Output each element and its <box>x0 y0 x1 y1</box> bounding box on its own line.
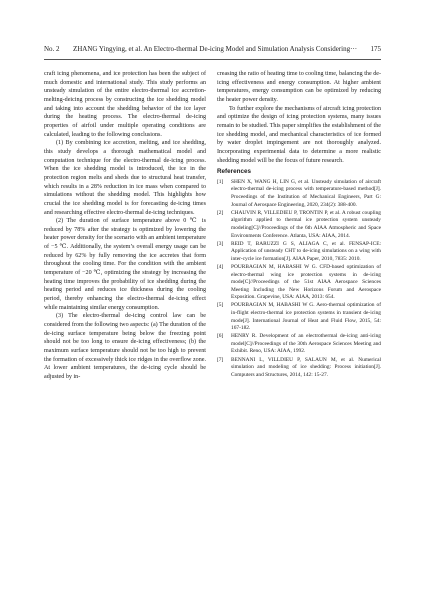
reference-item <box>217 333 381 356</box>
reference-text: CHAUVIN R, VILLEDIEU P, TRONTIN P, et al. A robust coupling algorithm applied to thermal ice protection system unsteady modeling[C]//Proceedings of the 6th AIAA Atmospheric and Space Environments Conference. Atlanta, USA: AIAA, 2014. <box>231 209 381 239</box>
issue-number: No. 2 <box>44 45 60 53</box>
running-title: ZHANG Yingying, et al. An Electro-thermal De-icing Model and Simulation Analysis Considering··· <box>72 45 358 53</box>
reference-item <box>217 210 381 240</box>
reference-item <box>217 264 381 302</box>
header-rule <box>44 59 381 60</box>
reference-item <box>217 179 381 209</box>
reference-text: REID T, BARUZZI G S, ALIAGA C, et al. FENSAP-ICE: Application of unsteady CHT to de-icing simulations on a wing with inter-cycle ice formation[J]. AIAA Paper, 2010, 7835: 2010. <box>231 240 381 262</box>
reference-number: [5] <box>217 302 224 309</box>
reference-number: [4] <box>217 263 224 270</box>
paragraph-conclusion-2: (2) The duration of surface temperature above 0 ℃ is reduced by 78% after the strategy is optimized by lowering the heater power density for the scenario with an ambient temperature of −5 ℃. Additionally, the system’s overall energy usage can be reduced by 62% by fully removing the ice accretes that form throughout the cooling time. For the condition with the ambient temperature of −20 ℃, optimizing the strategy by increasing the heating time improves the probability of ice shedding during the heating period and reduces ice thickness during the cooling period, thereby enhancing the electro-thermal de-icing effect while maintaining similar energy consumption. <box>44 218 206 311</box>
reference-number: [3] <box>217 240 224 247</box>
reference-text: POURBAGIAN M, HABASHI W G. CFD-based optimization of electro-thermal wing ice protection systems in de-icing mode[C]//Proceedings of the 51st AIAA Aerospace Sciences Meeting Including the New Horizons Forum and Aerospace Exposition. Grapevine, USA: AIAA, 2013: 654. <box>231 263 381 301</box>
paragraph-conclusion-1: (1) By combining ice accretion, melting, and ice shedding, this study develops a thorough mathematical model and computation technique for the electro-thermal de-icing process. When the ice shedding model is introduced, the ice in the protection region melts and sheds due to structural heat transfer, which results in a 28% reduction in ice mass when compared to simulations without the shedding model. This highlights how crucial the ice shedding model is for forecasting de-icing times and researching effective electro-thermal de-icing techniques. <box>44 140 206 216</box>
reference-number: [7] <box>217 356 224 363</box>
reference-text: POURBAGIAN M, HABASHI W G. Aero-thermal optimization of in-flight electro-thermal ice protection systems in transient de-icing mode[J]. International Journal of Heat and Fluid Flow, 2015, 54: 167-182. <box>231 302 381 332</box>
references-heading: References <box>217 168 251 176</box>
paragraph-continuation: creasing the ratio of heating time to cooling time, balancing the de-icing effectiveness and energy consumption. At higher ambient temperatures, energy consumption can be optimized by reducing the heater power density. <box>217 71 381 103</box>
reference-number: [2] <box>217 209 224 216</box>
reference-number: [1] <box>217 178 224 185</box>
reference-text: SHEN X, WANG H, LIN G, et al. Unsteady simulation of aircraft electro-thermal de-icing process with temperature-based method[J]. Proceedings of the Institution of Mechanical Engineers, Part G: Journal of Aerospace Engineering, 2020, 234(2): 388-400. <box>231 178 381 208</box>
right-column <box>217 70 381 380</box>
paragraph-conclusion-3: (3) The electro-thermal de-icing control law can be considered from the following two aspects: (a) The duration of the de-icing surface temperature being below the freezing point should not be too long to ensure de-icing effectiveness; (b) the maximum surface temperature should not be too high to prevent the formation of excessively thick ice ridges in the overflow zone. At lower ambient temperatures, the de-icing cycle should be adjusted by in- <box>44 313 207 380</box>
reference-text: BENNANI L, VILLDIEU P, SALAUN M, et al. Numerical simulation and modeling of ice shedding: Process initiation[J]. Computers and Structures, 2014, 142: 15-27. <box>231 356 381 378</box>
reference-item <box>217 302 381 332</box>
paragraph-future-work: To further explore the mechanisms of aircraft icing protection and optimize the design of icing protection systems, many issues remain to be studied. This paper simplifies the establishment of the ice shedding model, and mechanical characteristics of ice formed by water droplet impingement are not thoroughly analyzed. Incorporating experimental data to determine a more realistic shedding model will be the focus of future research. <box>217 105 381 164</box>
left-column <box>44 70 206 382</box>
reference-item <box>217 241 381 264</box>
reference-number: [6] <box>217 333 224 340</box>
reference-text: HENRY R. Development of an electrothermal de-icing anti-icing model[C]//Proceedings of the 30th Aerospace Sciences Meeting and Exhibit. Reno, USA: AIAA, 1992. <box>231 333 381 355</box>
page-number: 175 <box>370 45 381 53</box>
paragraph-summary: craft icing phenomena, and ice protection has been the subject of much domestic and international study. This study performs an unsteady simulation of the entire electro-thermal ice accretion-melting-deicing process by constructing the ice shedding model and taking into account the shedding behavior of the ice layer during the heating process. The electro-thermal de-icing properties of airfoil under multiple operating conditions are calculated, leading to the following conclusions. <box>44 71 206 138</box>
reference-item <box>217 357 381 380</box>
running-header <box>44 45 381 57</box>
